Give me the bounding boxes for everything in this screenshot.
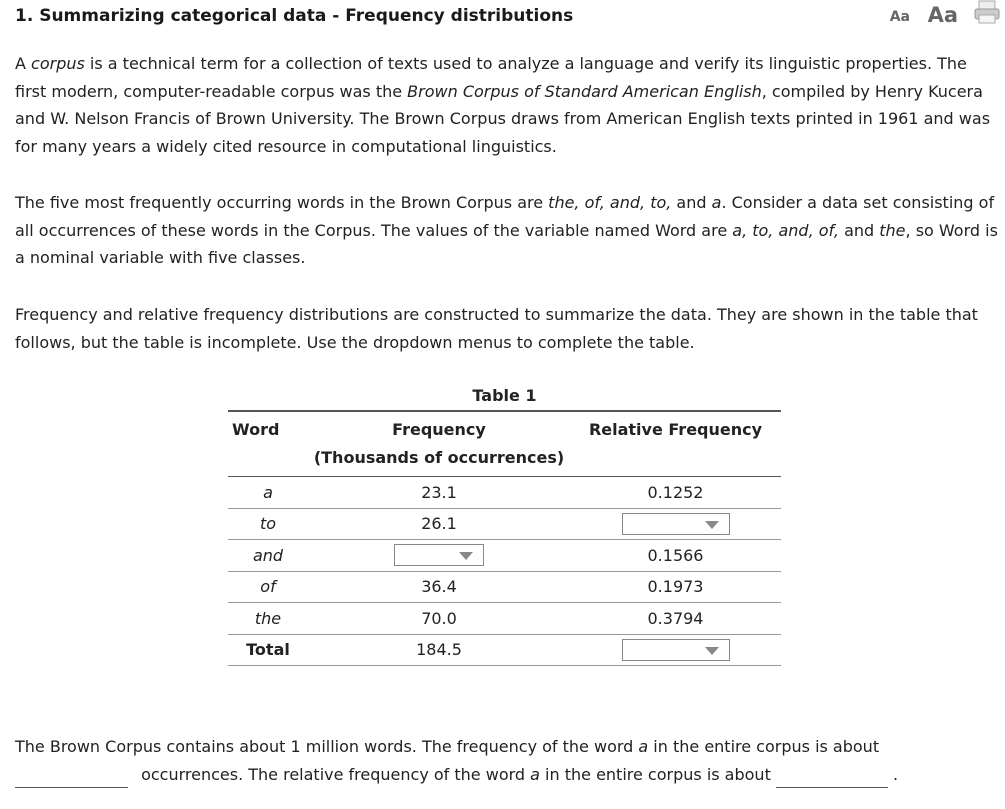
table-row-total: Total 184.5 [228, 634, 781, 666]
rel-freq-to-dropdown[interactable] [622, 513, 730, 535]
rel-freq-total-dropdown[interactable] [622, 639, 730, 661]
font-size-large-button[interactable]: Aa [927, 3, 958, 27]
chevron-down-icon [459, 552, 473, 560]
freq-and-dropdown[interactable] [394, 544, 484, 566]
font-size-small-button[interactable]: Aa [889, 9, 910, 25]
paragraph-corpus: A corpus is a technical term for a collection of texts used to analyze a language and verify its linguistic properties. The first modern, computer-readable corpus was the Brown Corpus of Standard American English, compiled by Henry Kucera and W. Nelson Francis of Brown University. The Brown Corpus draws from American English texts printed in 1961 and was for many years a widely cited resource in computational linguistics. [15, 54, 991, 157]
chevron-down-icon [705, 521, 719, 529]
col-header-frequency: Frequency (Thousands of occurrences) [313, 420, 565, 467]
table-row: the 70.0 0.3794 [228, 603, 781, 635]
table-title: Table 1 [472, 386, 537, 405]
paragraph-words: The five most frequently occurring words in the Brown Corpus are the, of, and, to, and a. Consider a data set consisting of all occurrences of these words in the Corpus. The values of the variable named Word are a, to, and, of, and the, so Word is a nominal variable with five classes. [15, 193, 998, 268]
paragraph-question: The Brown Corpus contains about 1 million words. The frequency of the word a in the entire corpus is about occurrences. The relative frequency of the word a in the entire corpus is about . [15, 733, 1000, 788]
table-row: of 36.4 0.1973 [228, 571, 781, 603]
col-header-relative-frequency: Relative Frequency [588, 420, 763, 439]
question-title: 1. Summarizing categorical data - Frequency distributions [15, 6, 574, 26]
table-row: a 23.1 0.1252 [228, 477, 781, 509]
table-row: to 26.1 [228, 508, 781, 540]
table-row: and 0.1566 [228, 540, 781, 572]
chevron-down-icon [705, 647, 719, 655]
print-icon[interactable] [973, 0, 1001, 24]
frequency-table [228, 410, 781, 666]
relative-frequency-answer-blank[interactable] [776, 769, 888, 788]
frequency-answer-blank[interactable] [15, 769, 128, 788]
col-header-word: Word [232, 420, 280, 439]
paragraph-instructions: Frequency and relative frequency distributions are constructed to summarize the data. They are shown in the table that follows, but the table is incomplete. Use the dropdown menus to complete the table. [15, 305, 978, 352]
